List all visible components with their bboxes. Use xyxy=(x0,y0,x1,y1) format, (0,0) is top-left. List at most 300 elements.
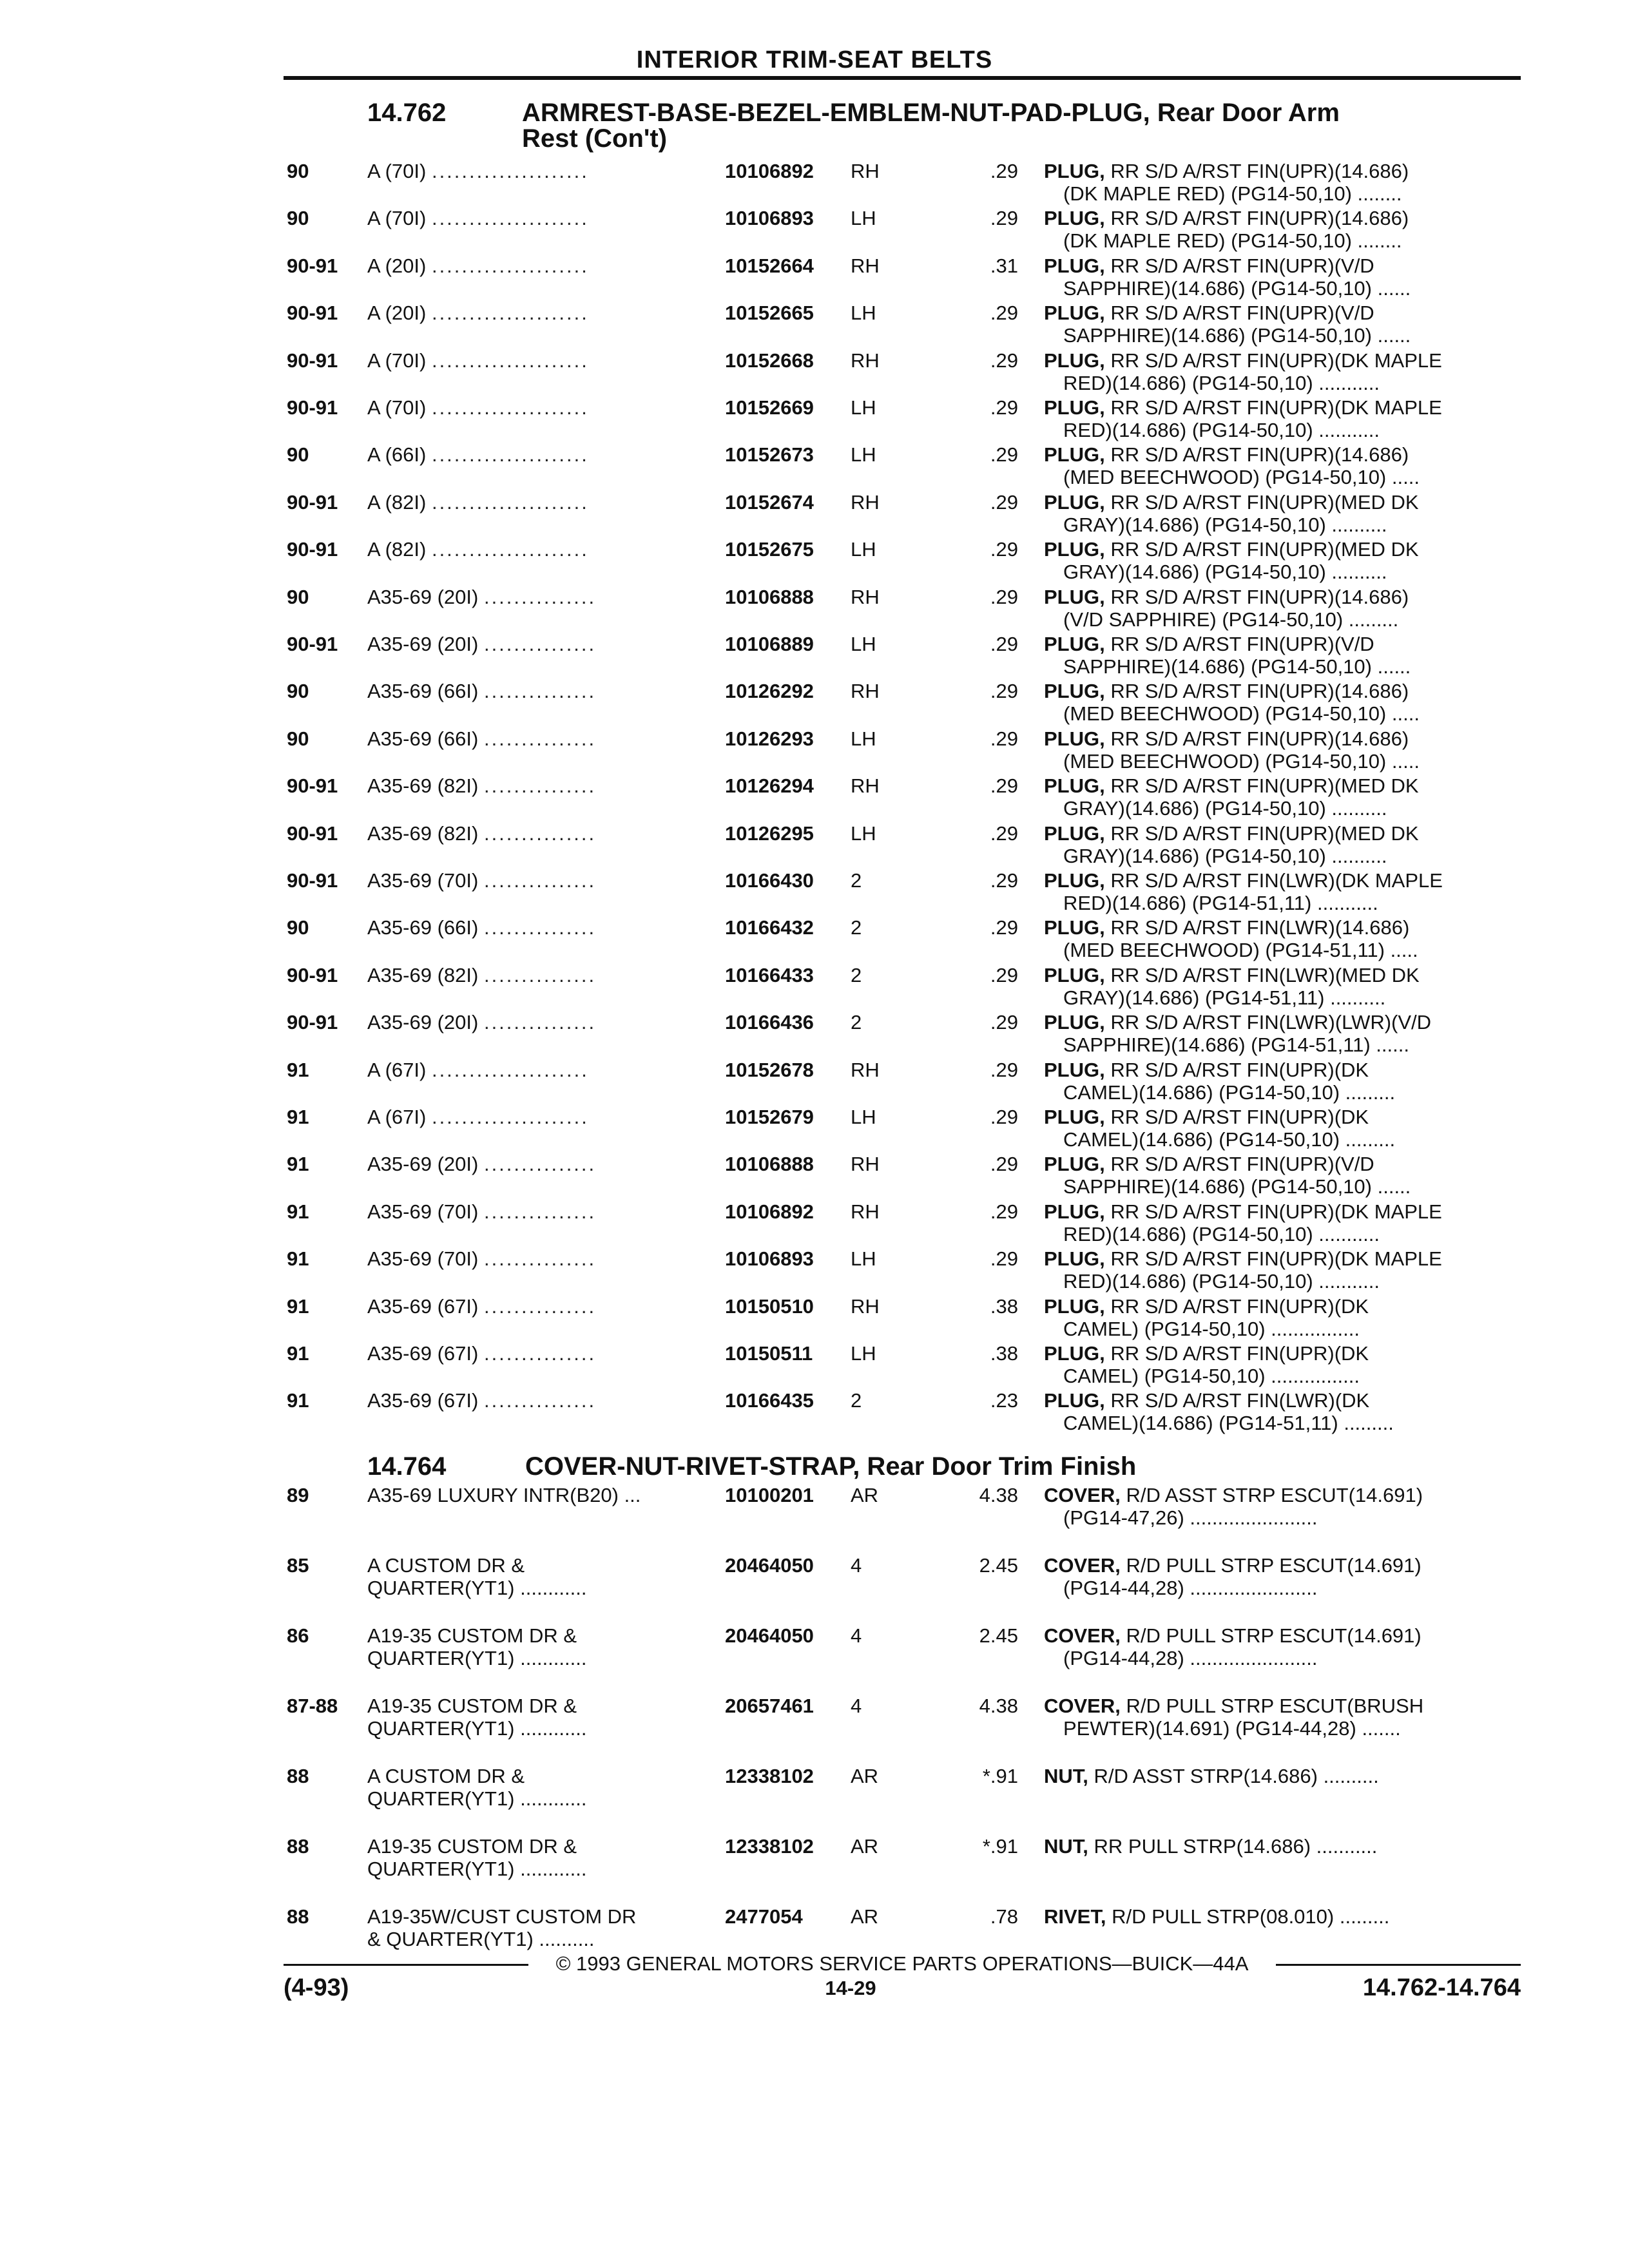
quantity: RH xyxy=(851,1294,880,1318)
part-number: 20464050 xyxy=(725,1624,814,1647)
quantity: RH xyxy=(851,680,880,703)
description-text: R/D ASST STRP(14.686) .......... xyxy=(1088,1765,1379,1787)
description-text: RR S/D A/RST FIN(UPR)(DK xyxy=(1104,1106,1369,1128)
price: .29 xyxy=(990,774,1018,798)
quantity: 2 xyxy=(851,1011,862,1034)
model-text: A (70I) xyxy=(367,396,427,419)
model-text: A35-69 (20I) xyxy=(367,1011,479,1034)
description-keyword: COVER, xyxy=(1044,1484,1121,1506)
leader-dots: ............... xyxy=(483,1294,597,1318)
table-row xyxy=(0,1765,1629,1810)
table-row xyxy=(0,302,1629,347)
price: .29 xyxy=(990,1058,1018,1081)
description xyxy=(1044,396,1442,419)
model-text: A35-69 (70I) xyxy=(367,1200,479,1223)
description-keyword: PLUG, xyxy=(1044,1200,1105,1223)
model-text: A35-69 (20I) xyxy=(367,633,479,655)
part-number: 10126295 xyxy=(725,822,814,845)
model-code xyxy=(367,1624,577,1647)
model-code xyxy=(367,1695,577,1717)
description-text: RR S/D A/RST FIN(UPR)(14.686) xyxy=(1104,680,1409,703)
price: .29 xyxy=(990,1106,1018,1128)
description-line2: (DK MAPLE RED) (PG14-50,10) ........ xyxy=(1063,229,1402,253)
model-year: 90-91 xyxy=(287,396,338,419)
description xyxy=(1044,1200,1442,1223)
description-line2: (MED BEECHWOOD) (PG14-50,10) ..... xyxy=(1063,466,1420,489)
model-code xyxy=(367,349,589,372)
model-code xyxy=(367,255,589,277)
description xyxy=(1044,680,1409,702)
model-text: A (20I) xyxy=(367,254,427,277)
description-line2: (MED BEECHWOOD) (PG14-50,10) ..... xyxy=(1063,702,1420,726)
description-text: R/D ASST STRP ESCUT(14.691) xyxy=(1120,1484,1423,1506)
model-text: A19-35 CUSTOM DR & xyxy=(367,1624,577,1647)
table-row xyxy=(0,916,1629,961)
leader-dots: ..................... xyxy=(431,302,589,325)
model-year: 90 xyxy=(287,585,309,608)
model-text: A35-69 (66I) xyxy=(367,916,479,939)
description xyxy=(1044,586,1409,608)
leader-dots: ............... xyxy=(483,1200,597,1223)
section-title: ARMREST-BASE-BEZEL-EMBLEM-NUT-PAD-PLUG, Rear Door Arm xyxy=(522,99,1340,127)
model-text: A19-35 CUSTOM DR & xyxy=(367,1695,577,1717)
section-number: 14.762 xyxy=(367,99,447,127)
quantity: LH xyxy=(851,396,876,419)
model-year: 90-91 xyxy=(287,254,338,277)
model-code-line2: QUARTER(YT1) ............ xyxy=(367,1717,587,1740)
leader-dots: ..................... xyxy=(431,1106,589,1128)
price: .29 xyxy=(990,869,1018,892)
table-row xyxy=(0,1484,1629,1529)
price: .29 xyxy=(990,349,1018,372)
model-text: A (70I) xyxy=(367,349,427,372)
quantity: RH xyxy=(851,160,880,182)
model-code xyxy=(367,396,589,419)
table-row xyxy=(0,538,1629,583)
description xyxy=(1044,1342,1369,1365)
model-text: A35-69 (67I) xyxy=(367,1294,479,1318)
part-number: 10106889 xyxy=(725,633,814,655)
price: 4.38 xyxy=(979,1695,1018,1717)
description-line2: CAMEL)(14.686) (PG14-51,11) ......... xyxy=(1063,1412,1394,1435)
model-text: A35-69 (70I) xyxy=(367,869,479,892)
description-keyword: PLUG, xyxy=(1044,1294,1105,1318)
price: .29 xyxy=(990,443,1018,466)
table-row xyxy=(0,1389,1629,1434)
model-code xyxy=(367,1554,525,1577)
model-code-line2: QUARTER(YT1) ............ xyxy=(367,1577,587,1599)
quantity: RH xyxy=(851,1200,880,1223)
model-year: 88 xyxy=(287,1835,309,1858)
description-keyword: PLUG, xyxy=(1044,1342,1105,1365)
description-text: RR PULL STRP(14.686) ........... xyxy=(1088,1835,1378,1858)
model-text: A (82I) xyxy=(367,490,427,514)
model-year: 90-91 xyxy=(287,490,338,514)
leader-dots: ..................... xyxy=(431,538,589,561)
description xyxy=(1044,160,1409,182)
description-line2: SAPPHIRE)(14.686) (PG14-50,10) ...... xyxy=(1063,324,1411,347)
model-code xyxy=(367,1200,596,1223)
table-row xyxy=(0,680,1629,725)
price: .38 xyxy=(990,1342,1018,1365)
model-text: A35-69 LUXURY INTR(B20) ... xyxy=(367,1484,641,1506)
quantity: LH xyxy=(851,443,876,466)
part-number: 10126293 xyxy=(725,727,814,750)
description-text: RR S/D A/RST FIN(UPR)(14.686) xyxy=(1104,727,1409,750)
quantity: RH xyxy=(851,585,880,608)
description-text: RR S/D A/RST FIN(UPR)(V/D xyxy=(1104,302,1374,325)
table-row xyxy=(0,207,1629,252)
model-code xyxy=(367,916,596,939)
part-number: 10150510 xyxy=(725,1294,814,1318)
model-code xyxy=(367,1484,641,1506)
description-keyword: COVER, xyxy=(1044,1624,1121,1647)
model-year: 91 xyxy=(287,1389,309,1412)
model-year: 91 xyxy=(287,1200,309,1223)
model-code xyxy=(367,727,596,750)
model-text: A35-69 (70I) xyxy=(367,1247,479,1271)
table-row xyxy=(0,396,1629,441)
leader-dots: ..................... xyxy=(431,443,589,466)
quantity: AR xyxy=(851,1765,879,1787)
description-text: RR S/D A/RST FIN(UPR)(14.686) xyxy=(1104,207,1409,230)
table-row xyxy=(0,255,1629,300)
table-row xyxy=(0,1295,1629,1340)
quantity: RH xyxy=(851,1058,880,1081)
model-text: A35-69 (20I) xyxy=(367,1153,479,1176)
leader-dots: ............... xyxy=(483,633,597,655)
model-code xyxy=(367,964,596,986)
quantity: LH xyxy=(851,302,876,325)
part-number: 10126294 xyxy=(725,774,814,798)
leader-dots: ............... xyxy=(483,1011,597,1034)
description xyxy=(1044,1835,1377,1858)
model-year: 90-91 xyxy=(287,538,338,561)
part-number: 10106893 xyxy=(725,1247,814,1271)
description-text: RR S/D A/RST FIN(LWR)(14.686) xyxy=(1104,916,1410,939)
part-number: 20657461 xyxy=(725,1695,814,1717)
model-code xyxy=(367,1905,636,1928)
part-number: 10106888 xyxy=(725,1153,814,1176)
model-text: A35-69 (66I) xyxy=(367,727,479,750)
price: .78 xyxy=(990,1905,1018,1928)
table-row xyxy=(0,1624,1629,1669)
description-line2: SAPPHIRE)(14.686) (PG14-50,10) ...... xyxy=(1063,276,1411,300)
description-keyword: PLUG, xyxy=(1044,302,1105,325)
description-keyword: PLUG, xyxy=(1044,633,1105,655)
model-code xyxy=(367,1153,596,1175)
table-row xyxy=(0,1835,1629,1880)
table-row xyxy=(0,822,1629,867)
model-year: 90 xyxy=(287,443,309,466)
model-code xyxy=(367,538,589,561)
leader-dots: ............... xyxy=(483,727,597,750)
model-year: 90 xyxy=(287,916,309,939)
model-code xyxy=(367,1059,589,1081)
model-year: 90-91 xyxy=(287,822,338,845)
description xyxy=(1044,727,1409,750)
description xyxy=(1044,1624,1422,1647)
leader-dots: ..................... xyxy=(431,349,589,372)
quantity: AR xyxy=(851,1484,879,1506)
footer-rule-right xyxy=(1276,1964,1521,1966)
price: .29 xyxy=(990,1200,1018,1223)
model-text: A (66I) xyxy=(367,443,427,466)
description xyxy=(1044,1153,1374,1175)
price: .29 xyxy=(990,490,1018,514)
table-row xyxy=(0,491,1629,536)
model-text: A (20I) xyxy=(367,302,427,325)
quantity: RH xyxy=(851,349,880,372)
part-number: 10152674 xyxy=(725,490,814,514)
description xyxy=(1044,207,1409,229)
leader-dots: ............... xyxy=(483,1153,597,1176)
description xyxy=(1044,1106,1369,1128)
description-keyword: NUT, xyxy=(1044,1765,1088,1787)
description-keyword: COVER, xyxy=(1044,1695,1121,1717)
description xyxy=(1044,774,1419,797)
description-line2: SAPPHIRE)(14.686) (PG14-50,10) ...... xyxy=(1063,655,1411,678)
leader-dots: ..................... xyxy=(431,207,589,230)
price: .38 xyxy=(990,1294,1018,1318)
leader-dots: ............... xyxy=(483,916,597,939)
leader-dots: ..................... xyxy=(431,1058,589,1081)
quantity: 4 xyxy=(851,1554,862,1577)
model-year: 88 xyxy=(287,1905,309,1928)
description-keyword: PLUG, xyxy=(1044,1011,1105,1034)
model-year: 90 xyxy=(287,160,309,182)
description xyxy=(1044,1247,1442,1270)
description-text: RR S/D A/RST FIN(UPR)(MED DK xyxy=(1104,538,1419,561)
description-line2: GRAY)(14.686) (PG14-51,11) .......... xyxy=(1063,986,1386,1009)
table-row xyxy=(0,964,1629,1009)
part-number: 10126292 xyxy=(725,680,814,703)
description-keyword: PLUG, xyxy=(1044,207,1105,230)
table-row xyxy=(0,349,1629,394)
description-text: RR S/D A/RST FIN(UPR)(DK xyxy=(1104,1294,1369,1318)
description-keyword: PLUG, xyxy=(1044,396,1105,419)
price: .29 xyxy=(990,160,1018,182)
part-number: 10106892 xyxy=(725,1200,814,1223)
quantity: AR xyxy=(851,1835,879,1858)
quantity: LH xyxy=(851,633,876,655)
part-number: 2477054 xyxy=(725,1905,803,1928)
leader-dots: ............... xyxy=(483,1342,597,1365)
quantity: LH xyxy=(851,1342,876,1365)
description-line2: (DK MAPLE RED) (PG14-50,10) ........ xyxy=(1063,182,1402,205)
description-keyword: PLUG, xyxy=(1044,774,1105,798)
footer-date: (4-93) xyxy=(284,1974,349,2001)
description-line2: RED)(14.686) (PG14-50,10) ........... xyxy=(1063,371,1380,394)
price: .29 xyxy=(990,1153,1018,1176)
table-row xyxy=(0,1106,1629,1151)
description-text: RR S/D A/RST FIN(UPR)(14.686) xyxy=(1104,160,1409,182)
quantity: 2 xyxy=(851,1389,862,1412)
model-code xyxy=(367,680,596,702)
part-number: 10152664 xyxy=(725,254,814,277)
price: 2.45 xyxy=(979,1554,1018,1577)
table-row xyxy=(0,1905,1629,1950)
part-number: 10152668 xyxy=(725,349,814,372)
leader-dots: ..................... xyxy=(431,396,589,419)
quantity: LH xyxy=(851,538,876,561)
model-year: 91 xyxy=(287,1153,309,1176)
description-text: RR S/D A/RST FIN(UPR)(14.686) xyxy=(1104,585,1409,608)
quantity: LH xyxy=(851,1247,876,1271)
model-text: A35-69 (82I) xyxy=(367,774,479,798)
description-text: RR S/D A/RST FIN(UPR)(DK MAPLE xyxy=(1104,1247,1442,1271)
leader-dots: ............... xyxy=(483,869,597,892)
description-keyword: PLUG, xyxy=(1044,538,1105,561)
model-year: 85 xyxy=(287,1554,309,1577)
price: .29 xyxy=(990,538,1018,561)
table-row xyxy=(0,1011,1629,1056)
price: .29 xyxy=(990,1011,1018,1034)
model-code xyxy=(367,1765,525,1787)
description-text: R/D PULL STRP(08.010) ......... xyxy=(1106,1905,1390,1928)
model-year: 88 xyxy=(287,1765,309,1787)
table-row xyxy=(0,774,1629,820)
description xyxy=(1044,822,1419,845)
description-line2: CAMEL) (PG14-50,10) ................ xyxy=(1063,1365,1360,1387)
part-number: 10166435 xyxy=(725,1389,814,1412)
description-line2: (MED BEECHWOOD) (PG14-50,10) ..... xyxy=(1063,749,1420,773)
model-text: A19-35W/CUST CUSTOM DR xyxy=(367,1905,637,1928)
description-keyword: PLUG, xyxy=(1044,680,1105,703)
footer-copyright: © 1993 GENERAL MOTORS SERVICE PARTS OPERATIONS—BUICK—44A xyxy=(555,1952,1249,1975)
model-code xyxy=(367,302,589,324)
description-text: RR S/D A/RST FIN(UPR)(MED DK xyxy=(1104,490,1419,514)
description-keyword: PLUG, xyxy=(1044,254,1105,277)
description-keyword: PLUG, xyxy=(1044,160,1105,182)
price: .29 xyxy=(990,207,1018,230)
description-line2: RED)(14.686) (PG14-51,11) ........... xyxy=(1063,892,1378,914)
page-title: INTERIOR TRIM-SEAT BELTS xyxy=(636,46,993,73)
description xyxy=(1044,349,1442,372)
section-title: COVER-NUT-RIVET-STRAP, Rear Door Trim Finish xyxy=(525,1452,1137,1481)
quantity: LH xyxy=(851,822,876,845)
description xyxy=(1044,538,1419,561)
description-keyword: PLUG, xyxy=(1044,1058,1105,1081)
model-text: A (67I) xyxy=(367,1058,427,1081)
description xyxy=(1044,1484,1423,1506)
quantity: 4 xyxy=(851,1624,862,1647)
model-year: 90-91 xyxy=(287,869,338,892)
table-row xyxy=(0,1247,1629,1293)
model-year: 91 xyxy=(287,1342,309,1365)
quantity: 2 xyxy=(851,869,862,892)
price: .29 xyxy=(990,396,1018,419)
description-keyword: PLUG, xyxy=(1044,727,1105,750)
description-line2: PEWTER)(14.691) (PG14-44,28) ....... xyxy=(1063,1717,1401,1740)
description-keyword: PLUG, xyxy=(1044,349,1105,372)
quantity: RH xyxy=(851,254,880,277)
description xyxy=(1044,869,1443,892)
model-year: 91 xyxy=(287,1247,309,1271)
model-year: 90-91 xyxy=(287,774,338,798)
quantity: RH xyxy=(851,490,880,514)
description xyxy=(1044,633,1374,655)
description-text: RR S/D A/RST FIN(LWR)(MED DK xyxy=(1104,963,1420,986)
part-number: 10152665 xyxy=(725,302,814,325)
model-text: A (67I) xyxy=(367,1106,427,1128)
price: 4.38 xyxy=(979,1484,1018,1506)
model-code xyxy=(367,869,596,892)
model-text: A35-69 (20I) xyxy=(367,585,479,608)
part-number: 10100201 xyxy=(725,1484,814,1506)
model-code xyxy=(367,1835,577,1858)
description-line2: GRAY)(14.686) (PG14-50,10) .......... xyxy=(1063,797,1387,820)
price: .31 xyxy=(990,254,1018,277)
model-code-line2: QUARTER(YT1) ............ xyxy=(367,1858,587,1880)
description-text: R/D PULL STRP ESCUT(14.691) xyxy=(1120,1624,1422,1647)
model-text: A (70I) xyxy=(367,207,427,230)
description-keyword: PLUG, xyxy=(1044,869,1105,892)
footer-rule-left xyxy=(284,1964,528,1966)
part-number: 10166430 xyxy=(725,869,814,892)
description xyxy=(1044,1554,1422,1577)
price: *.91 xyxy=(982,1835,1018,1858)
model-year: 90 xyxy=(287,207,309,230)
description-text: R/D PULL STRP ESCUT(14.691) xyxy=(1120,1554,1422,1577)
description xyxy=(1044,916,1409,939)
model-code xyxy=(367,1011,596,1033)
price: .29 xyxy=(990,302,1018,325)
description-text: RR S/D A/RST FIN(UPR)(DK MAPLE xyxy=(1104,396,1442,419)
model-text: A CUSTOM DR & xyxy=(367,1554,525,1577)
description-keyword: PLUG, xyxy=(1044,1106,1105,1128)
description-keyword: PLUG, xyxy=(1044,916,1105,939)
quantity: RH xyxy=(851,774,880,798)
model-code xyxy=(367,1247,596,1270)
table-row xyxy=(0,1554,1629,1599)
description-keyword: PLUG, xyxy=(1044,1153,1105,1176)
model-year: 90-91 xyxy=(287,1011,338,1034)
quantity: 2 xyxy=(851,963,862,986)
model-text: A (70I) xyxy=(367,160,427,182)
description-line2: GRAY)(14.686) (PG14-50,10) .......... xyxy=(1063,844,1387,867)
description-keyword: COVER, xyxy=(1044,1554,1121,1577)
part-number: 10166436 xyxy=(725,1011,814,1034)
description-keyword: PLUG, xyxy=(1044,443,1105,466)
model-year: 90 xyxy=(287,680,309,703)
model-year: 89 xyxy=(287,1484,309,1506)
description-text: RR S/D A/RST FIN(LWR)(DK xyxy=(1104,1389,1370,1412)
description-line2: RED)(14.686) (PG14-50,10) ........... xyxy=(1063,1222,1380,1245)
description-text: RR S/D A/RST FIN(UPR)(V/D xyxy=(1104,1153,1374,1176)
title-rule xyxy=(284,76,1521,80)
description-text: RR S/D A/RST FIN(UPR)(MED DK xyxy=(1104,774,1419,798)
description-keyword: PLUG, xyxy=(1044,585,1105,608)
description xyxy=(1044,443,1409,466)
part-number: 10166432 xyxy=(725,916,814,939)
model-code-line2: & QUARTER(YT1) .......... xyxy=(367,1928,595,1950)
quantity: LH xyxy=(851,207,876,230)
table-row xyxy=(0,1059,1629,1104)
description-line2: CAMEL)(14.686) (PG14-50,10) ......... xyxy=(1063,1128,1396,1151)
table-row xyxy=(0,160,1629,205)
model-text: A35-69 (67I) xyxy=(367,1389,479,1412)
model-text: A35-69 (67I) xyxy=(367,1342,479,1365)
description-line2: GRAY)(14.686) (PG14-50,10) .......... xyxy=(1063,513,1387,536)
model-text: A35-69 (82I) xyxy=(367,963,479,986)
description-text: RR S/D A/RST FIN(LWR)(LWR)(V/D xyxy=(1104,1011,1432,1034)
model-text: A CUSTOM DR & xyxy=(367,1765,525,1787)
description-line2: (PG14-47,26) ....................... xyxy=(1063,1506,1318,1529)
leader-dots: ..................... xyxy=(431,490,589,514)
description-text: RR S/D A/RST FIN(UPR)(DK MAPLE xyxy=(1104,1200,1442,1223)
model-text: A35-69 (66I) xyxy=(367,680,479,703)
